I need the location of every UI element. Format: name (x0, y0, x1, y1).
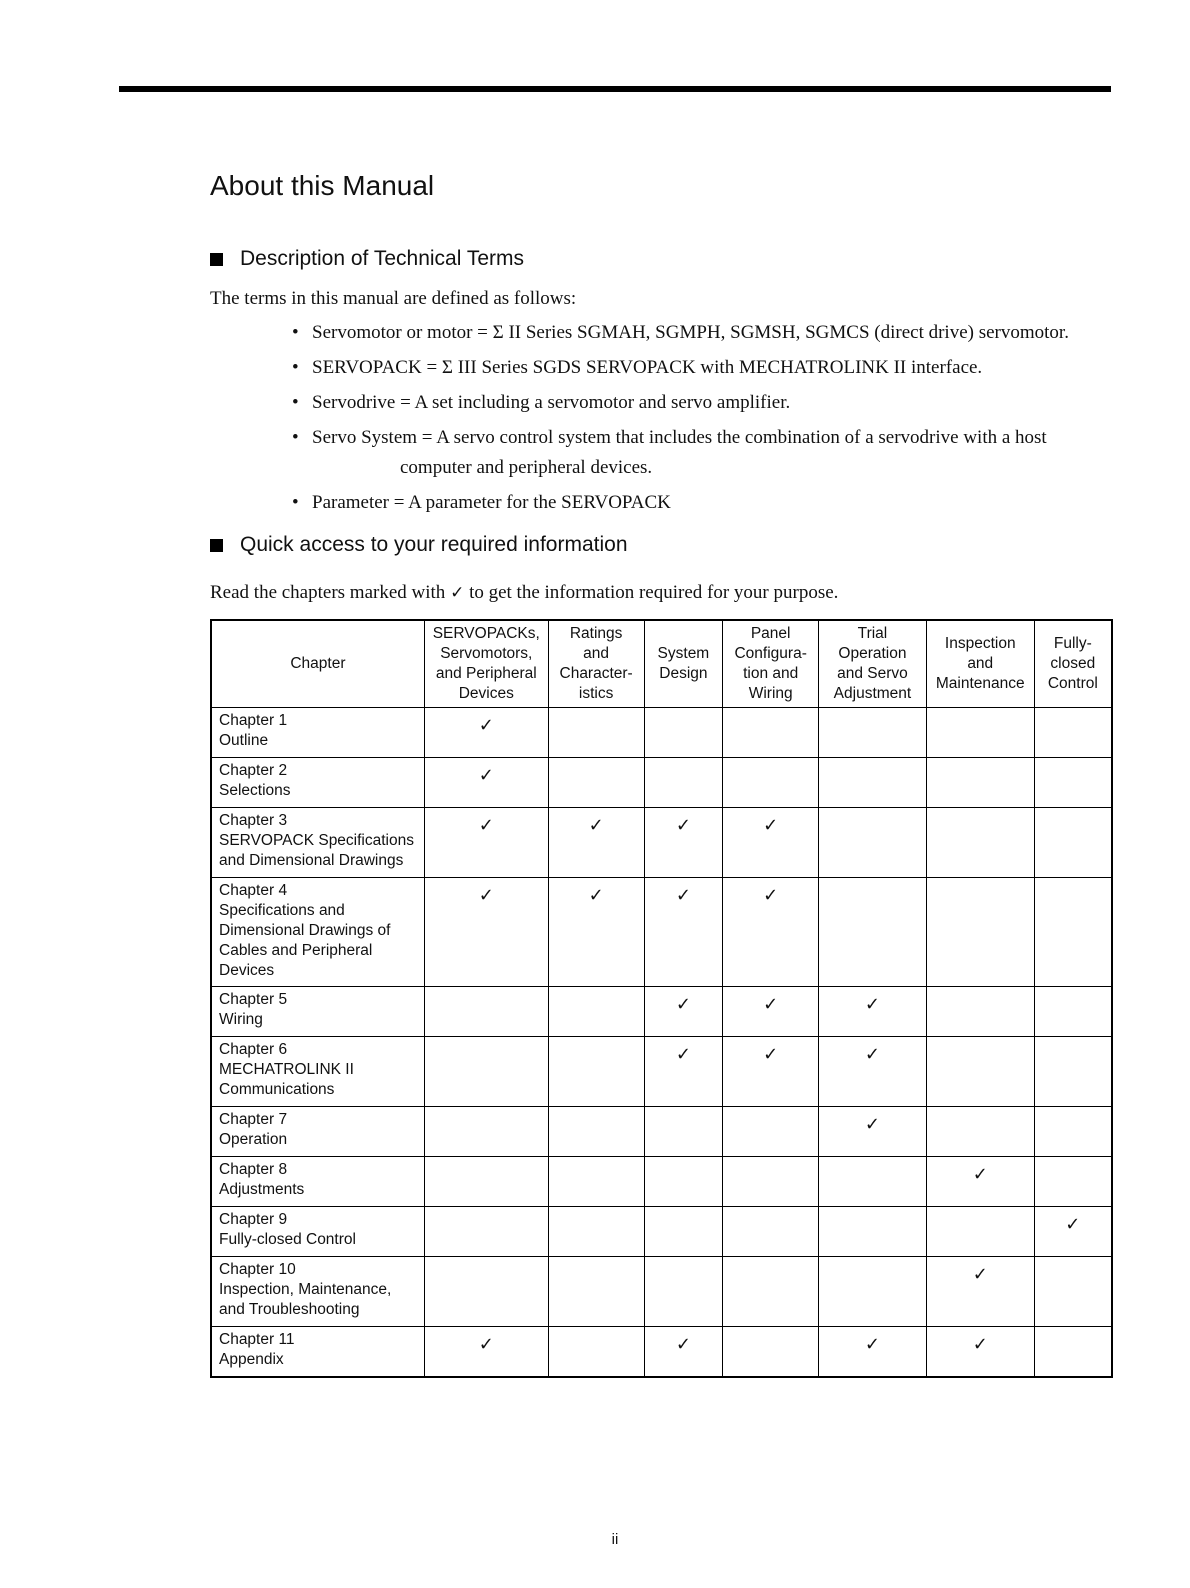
column-header-line: Character- (559, 665, 633, 682)
chapter-cell-line: Communications (219, 1081, 335, 1098)
empty-cell (1034, 1037, 1112, 1107)
empty-cell (819, 1157, 927, 1207)
check-mark-cell: ✓ (644, 987, 723, 1037)
empty-cell (723, 708, 819, 758)
column-header-line: Fully- (1053, 635, 1092, 652)
bullet-icon: • (292, 357, 299, 378)
column-header-line: SERVOPACKs, (432, 625, 540, 642)
chapter-cell-line: Cables and Peripheral (219, 942, 373, 959)
empty-cell (819, 1257, 927, 1327)
empty-cell (1034, 1257, 1112, 1327)
terms-list (292, 318, 1112, 523)
term-item (292, 423, 1112, 483)
check-mark-cell: ✓ (926, 1327, 1034, 1377)
square-bullet-icon (210, 253, 223, 266)
chapter-cell (211, 1207, 424, 1257)
table-row (211, 1207, 1112, 1257)
empty-cell (926, 808, 1034, 878)
chapter-cell-line: Appendix (219, 1351, 284, 1368)
empty-cell (424, 1257, 548, 1327)
term-text-continuation: computer and peripheral devices. (400, 457, 653, 478)
chapter-cell-line: Operation (219, 1131, 288, 1148)
bullet-icon: • (292, 322, 299, 343)
column-header-line: Operation (838, 645, 907, 662)
chapter-cell-line: Chapter 9 (219, 1211, 288, 1228)
empty-cell (548, 1037, 644, 1107)
column-header-line: Trial (857, 625, 888, 642)
empty-cell (723, 1107, 819, 1157)
check-mark-cell: ✓ (723, 878, 819, 987)
empty-cell (723, 1257, 819, 1327)
chapter-cell-line: Chapter 5 (219, 991, 288, 1008)
empty-cell (548, 1107, 644, 1157)
table-row (211, 1157, 1112, 1207)
empty-cell (548, 1207, 644, 1257)
empty-cell (1034, 878, 1112, 987)
table-row (211, 708, 1112, 758)
column-header-line: Panel (750, 625, 791, 642)
check-mark-cell: ✓ (644, 1327, 723, 1377)
column-header-line: Adjustment (833, 685, 912, 702)
empty-cell (548, 1157, 644, 1207)
empty-cell (926, 987, 1034, 1037)
column-header-line: Chapter (290, 655, 346, 672)
table-row (211, 1037, 1112, 1107)
chapter-cell-line: and Troubleshooting (219, 1301, 360, 1318)
term-item (292, 318, 1112, 348)
chapter-cell-line: Chapter 3 (219, 812, 288, 829)
empty-cell (819, 808, 927, 878)
chapter-cell-line: Devices (219, 962, 275, 979)
check-mark-cell: ✓ (424, 708, 548, 758)
chapter-cell-line: MECHATROLINK II (219, 1061, 354, 1078)
column-header (819, 620, 927, 708)
column-header-line: Devices (458, 685, 514, 702)
column-header (424, 620, 548, 708)
section-heading-text: Quick access to your required information (240, 533, 628, 556)
table-row (211, 1257, 1112, 1327)
table-intro-before: Read the chapters marked with (210, 582, 446, 603)
chapter-cell-line: Chapter 6 (219, 1041, 288, 1058)
term-text: Servodrive = A set including a servomotor and servo amplifier. (312, 392, 791, 413)
check-mark-cell: ✓ (819, 1327, 927, 1377)
empty-cell (819, 758, 927, 808)
section-heading-text: Description of Technical Terms (240, 247, 525, 270)
check-icon: ✓ (450, 583, 465, 603)
empty-cell (548, 987, 644, 1037)
empty-cell (1034, 1327, 1112, 1377)
chapter-cell (211, 878, 424, 987)
check-mark-cell: ✓ (424, 878, 548, 987)
chapter-cell (211, 1257, 424, 1327)
column-header-line: Ratings (569, 625, 623, 642)
bullet-icon: • (292, 427, 299, 448)
term-item (292, 488, 1112, 518)
chapter-cell (211, 708, 424, 758)
empty-cell (644, 758, 723, 808)
check-mark-cell: ✓ (819, 1037, 927, 1107)
column-header (926, 620, 1034, 708)
chapter-cell (211, 808, 424, 878)
empty-cell (424, 987, 548, 1037)
empty-cell (548, 1327, 644, 1377)
column-header (548, 620, 644, 708)
term-text: Servomotor or motor = Σ II Series SGMAH, SGMPH, SGMSH, SGMCS (direct drive) servomotor. (312, 322, 1069, 343)
page-number: ii (611, 1531, 619, 1548)
column-header-line: and Servo (837, 665, 908, 682)
chapter-cell-line: Chapter 11 (219, 1331, 295, 1348)
bullet-icon: • (292, 492, 299, 513)
chapter-cell (211, 987, 424, 1037)
chapter-cell-line: SERVOPACK Specifications (219, 832, 414, 849)
chapter-cell (211, 1037, 424, 1107)
section-heading-technical-terms (210, 245, 524, 273)
chapter-cell-line: Selections (219, 782, 291, 799)
check-mark-cell: ✓ (723, 987, 819, 1037)
table-row (211, 758, 1112, 808)
column-header-chapter (211, 620, 424, 708)
column-header-line: tion and (743, 665, 799, 682)
empty-cell (723, 1327, 819, 1377)
empty-cell (1034, 758, 1112, 808)
column-header-line: Servomotors, (440, 645, 533, 662)
empty-cell (424, 1107, 548, 1157)
empty-cell (1034, 708, 1112, 758)
empty-cell (424, 1157, 548, 1207)
empty-cell (1034, 1107, 1112, 1157)
chapter-cell (211, 1157, 424, 1207)
term-text: Parameter = A parameter for the SERVOPACK (312, 492, 671, 513)
bullet-icon: • (292, 392, 299, 413)
chapter-cell (211, 758, 424, 808)
column-header-line: and Peripheral (435, 665, 537, 682)
empty-cell (819, 708, 927, 758)
table-row (211, 1107, 1112, 1157)
column-header-line: and (967, 655, 994, 672)
check-mark-cell: ✓ (644, 878, 723, 987)
empty-cell (723, 1157, 819, 1207)
table-intro (210, 581, 838, 605)
check-mark-cell: ✓ (926, 1157, 1034, 1207)
check-mark-cell: ✓ (644, 1037, 723, 1107)
empty-cell (1034, 808, 1112, 878)
table-row (211, 878, 1112, 987)
empty-cell (819, 1207, 927, 1257)
check-mark-cell: ✓ (424, 808, 548, 878)
chapter-cell-line: Wiring (219, 1011, 263, 1028)
square-bullet-icon (210, 539, 223, 552)
empty-cell (548, 758, 644, 808)
page-title: About this Manual (210, 170, 435, 201)
check-mark-cell: ✓ (1034, 1207, 1112, 1257)
check-mark-cell: ✓ (424, 1327, 548, 1377)
empty-cell (644, 1257, 723, 1327)
column-header-line: Control (1047, 675, 1098, 692)
chapter-cell-line: Inspection, Maintenance, (219, 1281, 392, 1298)
chapter-cell-line: and Dimensional Drawings (219, 852, 404, 869)
empty-cell (926, 1037, 1034, 1107)
column-header-line: Design (659, 665, 708, 682)
empty-cell (926, 758, 1034, 808)
chapter-cell-line: Adjustments (219, 1181, 305, 1198)
empty-cell (548, 708, 644, 758)
empty-cell (926, 878, 1034, 987)
empty-cell (644, 1157, 723, 1207)
empty-cell (424, 1207, 548, 1257)
chapter-cell-line: Specifications and (219, 902, 345, 919)
column-header-line: closed (1050, 655, 1096, 672)
table-row (211, 987, 1112, 1037)
column-header-line: and (583, 645, 610, 662)
term-item (292, 353, 1112, 383)
empty-cell (723, 758, 819, 808)
empty-cell (723, 1207, 819, 1257)
empty-cell (1034, 1157, 1112, 1207)
empty-cell (1034, 987, 1112, 1037)
empty-cell (548, 1257, 644, 1327)
empty-cell (644, 1207, 723, 1257)
check-mark-cell: ✓ (424, 758, 548, 808)
column-header-line: System (657, 645, 710, 662)
check-mark-cell: ✓ (644, 808, 723, 878)
chapter-cell-line: Dimensional Drawings of (219, 922, 391, 939)
top-rule (119, 86, 1111, 92)
column-header-line: Inspection (944, 635, 1016, 652)
chapter-cell-line: Chapter 10 (219, 1261, 296, 1278)
chapter-cell-line: Chapter 2 (219, 762, 288, 779)
column-header-line: Maintenance (935, 675, 1025, 692)
empty-cell (926, 708, 1034, 758)
empty-cell (926, 1207, 1034, 1257)
chapter-cell-line: Chapter 1 (219, 712, 288, 729)
chapter-purpose-table (210, 619, 1113, 1378)
chapter-cell (211, 1107, 424, 1157)
column-header (644, 620, 723, 708)
chapter-cell-line: Chapter 8 (219, 1161, 288, 1178)
check-mark-cell: ✓ (926, 1257, 1034, 1327)
empty-cell (926, 1107, 1034, 1157)
chapter-cell (211, 1327, 424, 1377)
empty-cell (819, 878, 927, 987)
table-row (211, 1327, 1112, 1377)
check-mark-cell: ✓ (548, 878, 644, 987)
empty-cell (424, 1037, 548, 1107)
terms-intro: The terms in this manual are defined as follows: (210, 288, 577, 309)
chapter-cell-line: Outline (219, 732, 269, 749)
chapter-cell-line: Chapter 4 (219, 882, 288, 899)
column-header-line: Wiring (748, 685, 793, 702)
chapter-cell-line: Fully-closed Control (219, 1231, 356, 1248)
term-item (292, 388, 1112, 418)
table-header-row (211, 620, 1112, 708)
check-mark-cell: ✓ (819, 1107, 927, 1157)
column-header-line: Configura- (734, 645, 807, 662)
column-header (723, 620, 819, 708)
check-mark-cell: ✓ (548, 808, 644, 878)
empty-cell (644, 708, 723, 758)
term-text: Servo System = A servo control system that includes the combination of a servodrive with a host (312, 427, 1047, 448)
check-mark-cell: ✓ (723, 808, 819, 878)
column-header (1034, 620, 1112, 708)
section-heading-quick-access (210, 531, 628, 559)
chapter-cell-line: Chapter 7 (219, 1111, 288, 1128)
check-mark-cell: ✓ (819, 987, 927, 1037)
table-intro-after: to get the information required for your purpose. (469, 582, 839, 603)
table-row (211, 808, 1112, 878)
term-text: SERVOPACK = Σ III Series SGDS SERVOPACK with MECHATROLINK II interface. (312, 357, 983, 378)
column-header-line: istics (578, 685, 614, 702)
empty-cell (644, 1107, 723, 1157)
table-body (211, 708, 1112, 1377)
check-mark-cell: ✓ (723, 1037, 819, 1107)
